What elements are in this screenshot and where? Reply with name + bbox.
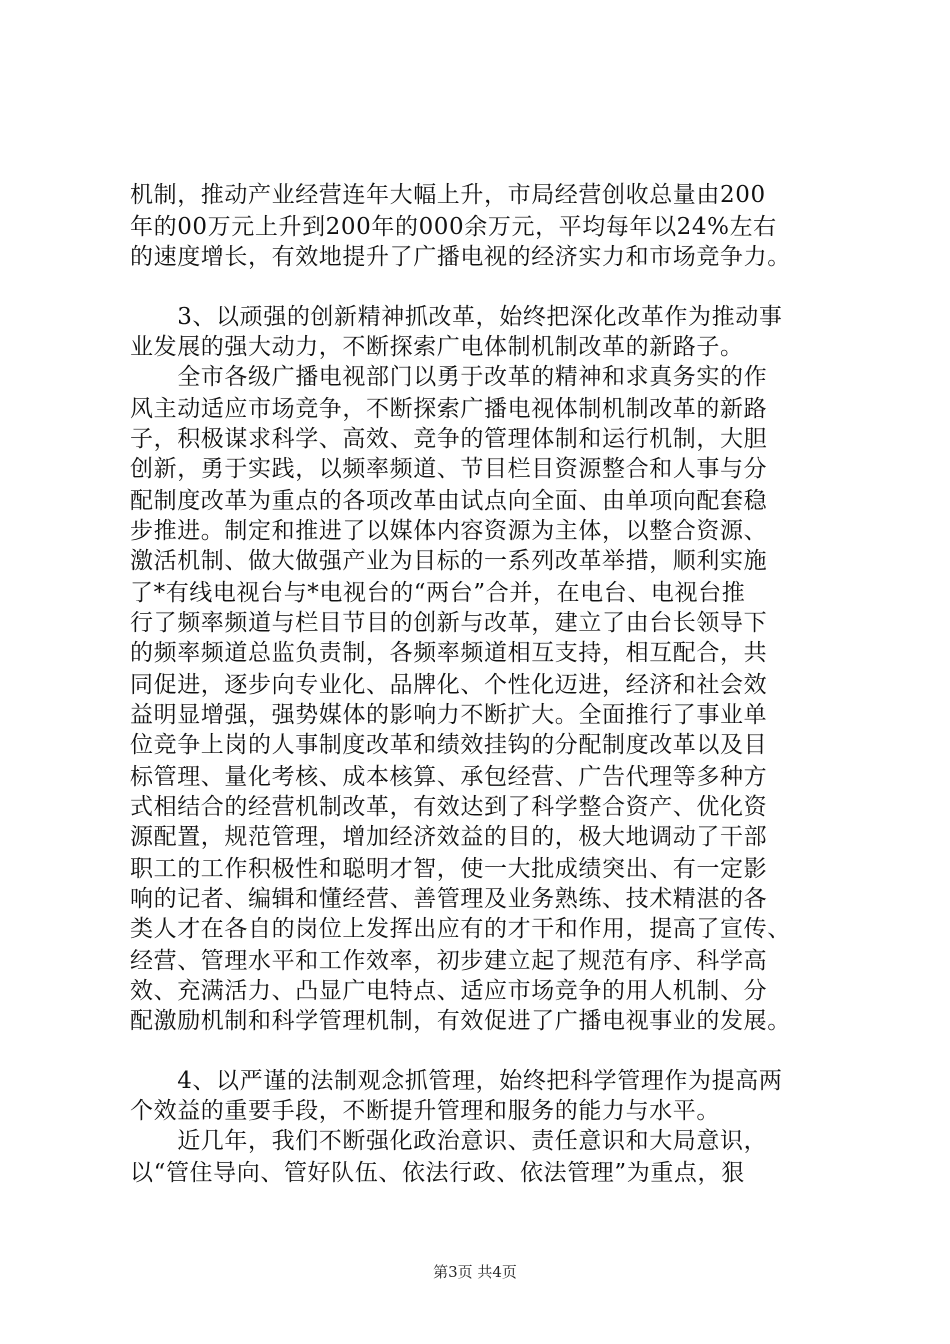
- text-line: 同促进，逐步向专业化、品牌化、个性化迈进，经济和社会效: [130, 672, 768, 698]
- text-line: 标管理、量化考核、成本核算、承包经营、广告代理等多种方: [130, 764, 768, 790]
- text-line: 源配置，规范管理，增加经济效益的目的，极大地调动了干部: [130, 824, 768, 850]
- text-line: 的速度增长，有效地提升了广播电视的经济实力和市场竞争力。: [130, 244, 791, 270]
- text-line: 式相结合的经营机制改革，有效达到了科学整合资产、优化资: [130, 794, 768, 820]
- text-line: 3、以顽强的创新精神抓改革，始终把深化改革作为推动事: [130, 304, 783, 330]
- text-line: 全市各级广播电视部门以勇于改革的精神和求真务实的作: [130, 364, 768, 390]
- text-line: 配激励机制和科学管理机制，有效促进了广播电视事业的发展。: [130, 1008, 791, 1034]
- text-line: 的频率频道总监负责制，各频率频道相互支持，相互配合，共: [130, 640, 768, 666]
- page-footer: 第3页 共4页: [433, 1263, 517, 1281]
- text-line: 以“管住导向、管好队伍、依法行政、依法管理”为重点，狠: [130, 1160, 745, 1186]
- text-line: 子，积极谋求科学、高效、竞争的管理体制和运行机制，大胆: [130, 426, 768, 452]
- text-line: 创新，勇于实践，以频率频道、节目栏目资源整合和人事与分: [130, 456, 768, 482]
- text-line: 配制度改革为重点的各项改革由试点向全面、由单项向配套稳: [130, 488, 768, 514]
- text-line: 业发展的强大动力，不断探索广电体制机制改革的新路子。: [130, 334, 744, 360]
- text-line: 了*有线电视台与*电视台的“两台”合并，在电台、电视台推: [130, 580, 746, 606]
- text-line: 机制，推动产业经营连年大幅上升，市局经营创收总量由200: [130, 182, 766, 208]
- text-line: 行了频率频道与栏目节目的创新与改革，建立了由台长领导下: [130, 610, 768, 636]
- text-line: 响的记者、编辑和懂经营、善管理及业务熟练、技术精湛的各: [130, 886, 768, 912]
- text-line: 近几年，我们不断强化政治意识、责任意识和大局意识，: [130, 1128, 768, 1154]
- text-line: 步推进。制定和推进了以媒体内容资源为主体，以整合资源、: [130, 518, 768, 544]
- text-line: 风主动适应市场竞争，不断探索广播电视体制机制改革的新路: [130, 396, 768, 422]
- text-line: 4、以严谨的法制观念抓管理，始终把科学管理作为提高两: [130, 1068, 783, 1094]
- text-line: 年的00万元上升到200年的000余万元，平均每年以24%左右: [130, 214, 777, 240]
- text-line: 激活机制、做大做强产业为目标的一系列改革举措，顺利实施: [130, 548, 768, 574]
- text-line: 经营、管理水平和工作效率，初步建立起了规范有序、科学高: [130, 948, 768, 974]
- text-line: 个效益的重要手段，不断提升管理和服务的能力与水平。: [130, 1098, 720, 1124]
- text-line: 职工的工作积极性和聪明才智，使一大批成绩突出、有一定影: [130, 856, 768, 882]
- text-line: 益明显增强，强势媒体的影响力不断扩大。全面推行了事业单: [130, 702, 768, 728]
- text-line: 位竞争上岗的人事制度改革和绩效挂钩的分配制度改革以及目: [130, 732, 768, 758]
- text-line: 效、充满活力、凸显广电特点、适应市场竞争的用人机制、分: [130, 978, 768, 1004]
- text-line: 类人才在各自的岗位上发挥出应有的才干和作用，提高了宣传、: [130, 916, 791, 942]
